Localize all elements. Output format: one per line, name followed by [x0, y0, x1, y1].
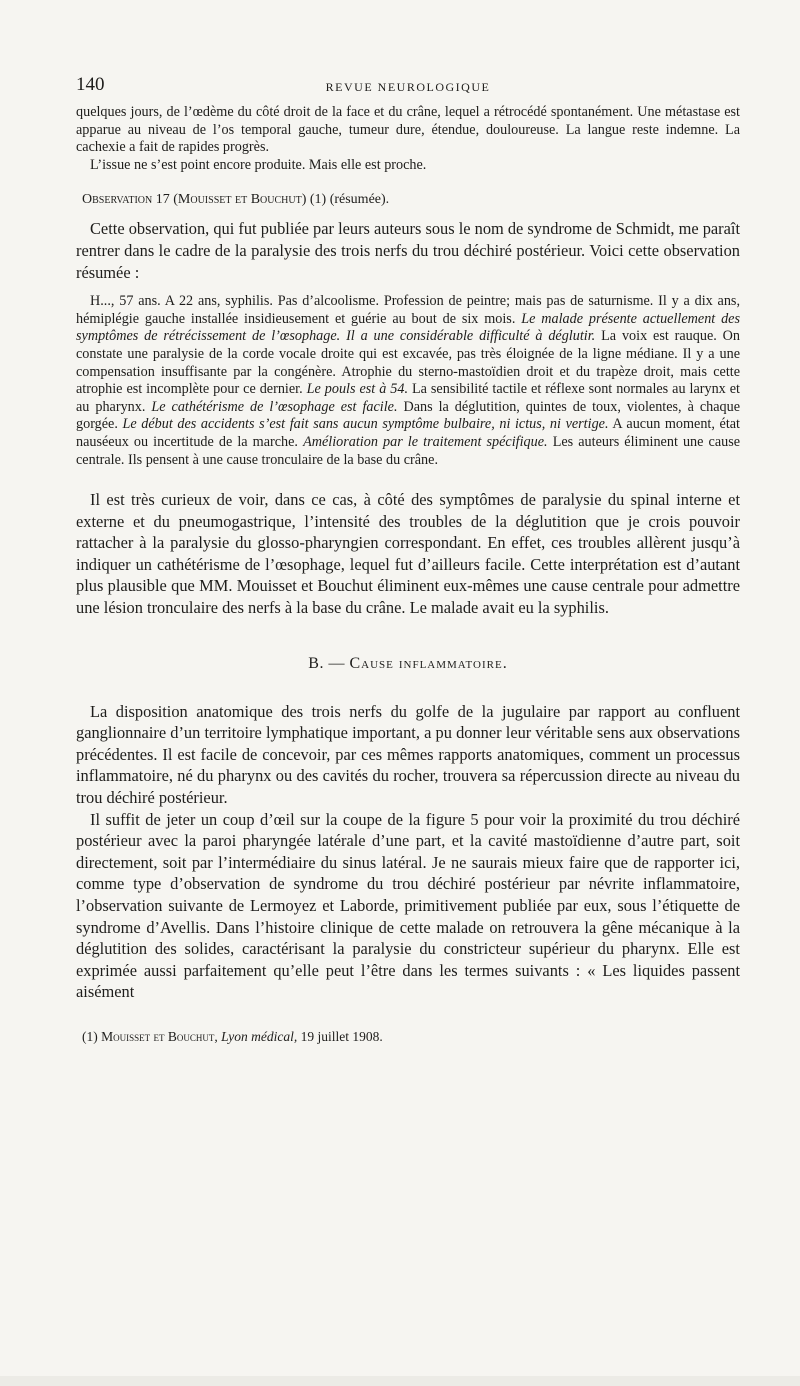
- summary-s8: Le début des accidents s’est fait sans aucun symptôme bulbaire, ni ictus, ni vertige.: [122, 416, 609, 433]
- observation-summary: [76, 293, 740, 469]
- observation-label: Observation 17: [82, 192, 170, 208]
- section-paragraph-1: La disposition anatomique des trois nerfs du golfe de la jugulaire par rapport au confluent ganglionnaire d’un territoire lymphatique important, a pu donner leur véritable sens aux observations précédentes. Il est facile de concevoir, par ces mêmes rapports anatomiques, comment un processus inflammatoire, né du pharynx ou des cavités du rocher, trouvera sa répercussion directe au niveau du trou déchiré postérieur.: [76, 701, 740, 808]
- summary-s5: La sensibilité tactile et réflexe sont normales au larynx et au pharynx.: [76, 381, 740, 415]
- summary-s4: Le pouls est à 54.: [306, 381, 409, 398]
- commentary-paragraph: Il est très curieux de voir, dans ce cas, à côté des symptômes de paralysie du spinal interne et externe et du pneumogastrique, l’intensité des troubles de la déglutition que je crois pouvoir rattacher à la paralysie du glosso-pharyngien correspondant. En effet, ces troubles allèrent jusqu’à indiquer un cathétérisme de l’œsophage, lequel fut d’ailleurs facile. Cette interprétation est d’autant plus plausible que MM. Mouisset et Bouchut éliminent eux-mêmes une cause centrale pour admettre une lésion tronculaire des nerfs à la base du crâne. Le malade avait eu la syphilis.: [76, 490, 740, 618]
- footnote-authors: Mouisset et Bouchut,: [101, 1028, 218, 1044]
- summary-s11: Les auteurs éliminent une cause centrale. Ils pensent à une cause tronculaire de la base du crâne.: [76, 433, 741, 468]
- section-heading: [76, 655, 740, 673]
- page: [76, 70, 740, 1045]
- summary-s6: Le cathétérisme de l’œsophage est facile.: [151, 398, 398, 415]
- intro-paragraph: quelques jours, de l’œdème du côté droit de la face et du crâne, lequel a rétrocédé spontanément. Une métastase est apparue au niveau de l’os temporal gauche, tumeur dure, étendue, douloureuse. La langue reste indemne. La cachexie a fait de rapides progrès.: [76, 104, 740, 156]
- observation-heading: [82, 192, 740, 208]
- summary-s9: A aucun moment, état nauséeux ou incertitude de la marche.: [76, 416, 741, 450]
- summary-s2: Le malade présente actuellement des symptômes de rétrécissement de l’œsophage. Il a une considérable difficulté à déglutir.: [76, 310, 740, 345]
- section-title: Cause inflammatoire.: [349, 654, 508, 672]
- observation-lead: Cette observation, qui fut publiée par leurs auteurs sous le nom de syndrome de Schmidt, me paraît rentrer dans le cadre de la paralysie des trois nerfs du trou déchiré postérieur. Voici cette observation résumée :: [76, 219, 741, 282]
- section-paragraph-2: Il suffit de jeter un coup d’œil sur la coupe de la figure 5 pour voir la proximité du trou déchiré postérieur avec la paroi pharyngée latérale d’une part, et la cavité mastoïdienne d’autre part, soit directement, soit par l’intermédiaire du sinus latéral. Je ne saurais mieux faire que de rapporter ici, comme type d’observation de syndrome du trou déchiré postérieur par névrite inflammatoire, l’observation suivante de Lermoyez et Laborde, primitivement publiée par eux, sous l’étiquette de syndrome d’Avellis. Dans l’histoire clinique de cette malade on retrouvera la gêne mécanique à la déglutition des solides, caractérisant la paralysie du constricteur supérieur du pharynx. Elle est exprimée aussi parfaitement qu’elle peut l’être dans les termes suivants : « Les liquides passent aisément: [76, 809, 740, 1002]
- observation-authors: (Mouisset et Bouchut): [173, 192, 307, 208]
- running-title: REVUE NEUROLOGIQUE: [325, 80, 491, 94]
- footnote-number: (1): [82, 1028, 98, 1044]
- page-header: [76, 70, 740, 104]
- summary-s7: Dans la déglutition, quintes de toux, violentes, à chaque gorgée.: [76, 398, 741, 433]
- summary-s10: Amélioration par le traitement spécifique.: [303, 433, 548, 450]
- footnote-date: 19 juillet 1908.: [300, 1028, 383, 1044]
- observation-ref: (1): [309, 192, 327, 208]
- section-letter: B. —: [308, 654, 345, 672]
- summary-s1: H..., 57 ans. A 22 ans, syphilis. Pas d’alcoolisme. Profession de peintre; mais pas de saturnisme. Il y a dix ans, hémiplégie gauche installée insidieusement et guérie au bout de six mois.: [76, 293, 740, 327]
- page-number: 140: [76, 74, 105, 95]
- footnote-journal: Lyon médical,: [221, 1028, 298, 1044]
- observation-suffix: (résumée).: [329, 192, 390, 208]
- page-bottom-edge: [0, 1376, 800, 1386]
- footnote: [82, 1029, 740, 1045]
- summary-s3: La voix est rauque. On constate une paralysie de la corde vocale droite qui est excavée, pas très éloignée de la ligne médiane. Il y a une compensation insuffisante par la congénère. Atrophie du sterno-mastoïdien droit et du trapèze droit, mais cette atrophie est incomplète pour ce dernier.: [76, 328, 741, 398]
- intro-issue: L’issue ne s’est point encore produite. Mais elle est proche.: [90, 156, 427, 173]
